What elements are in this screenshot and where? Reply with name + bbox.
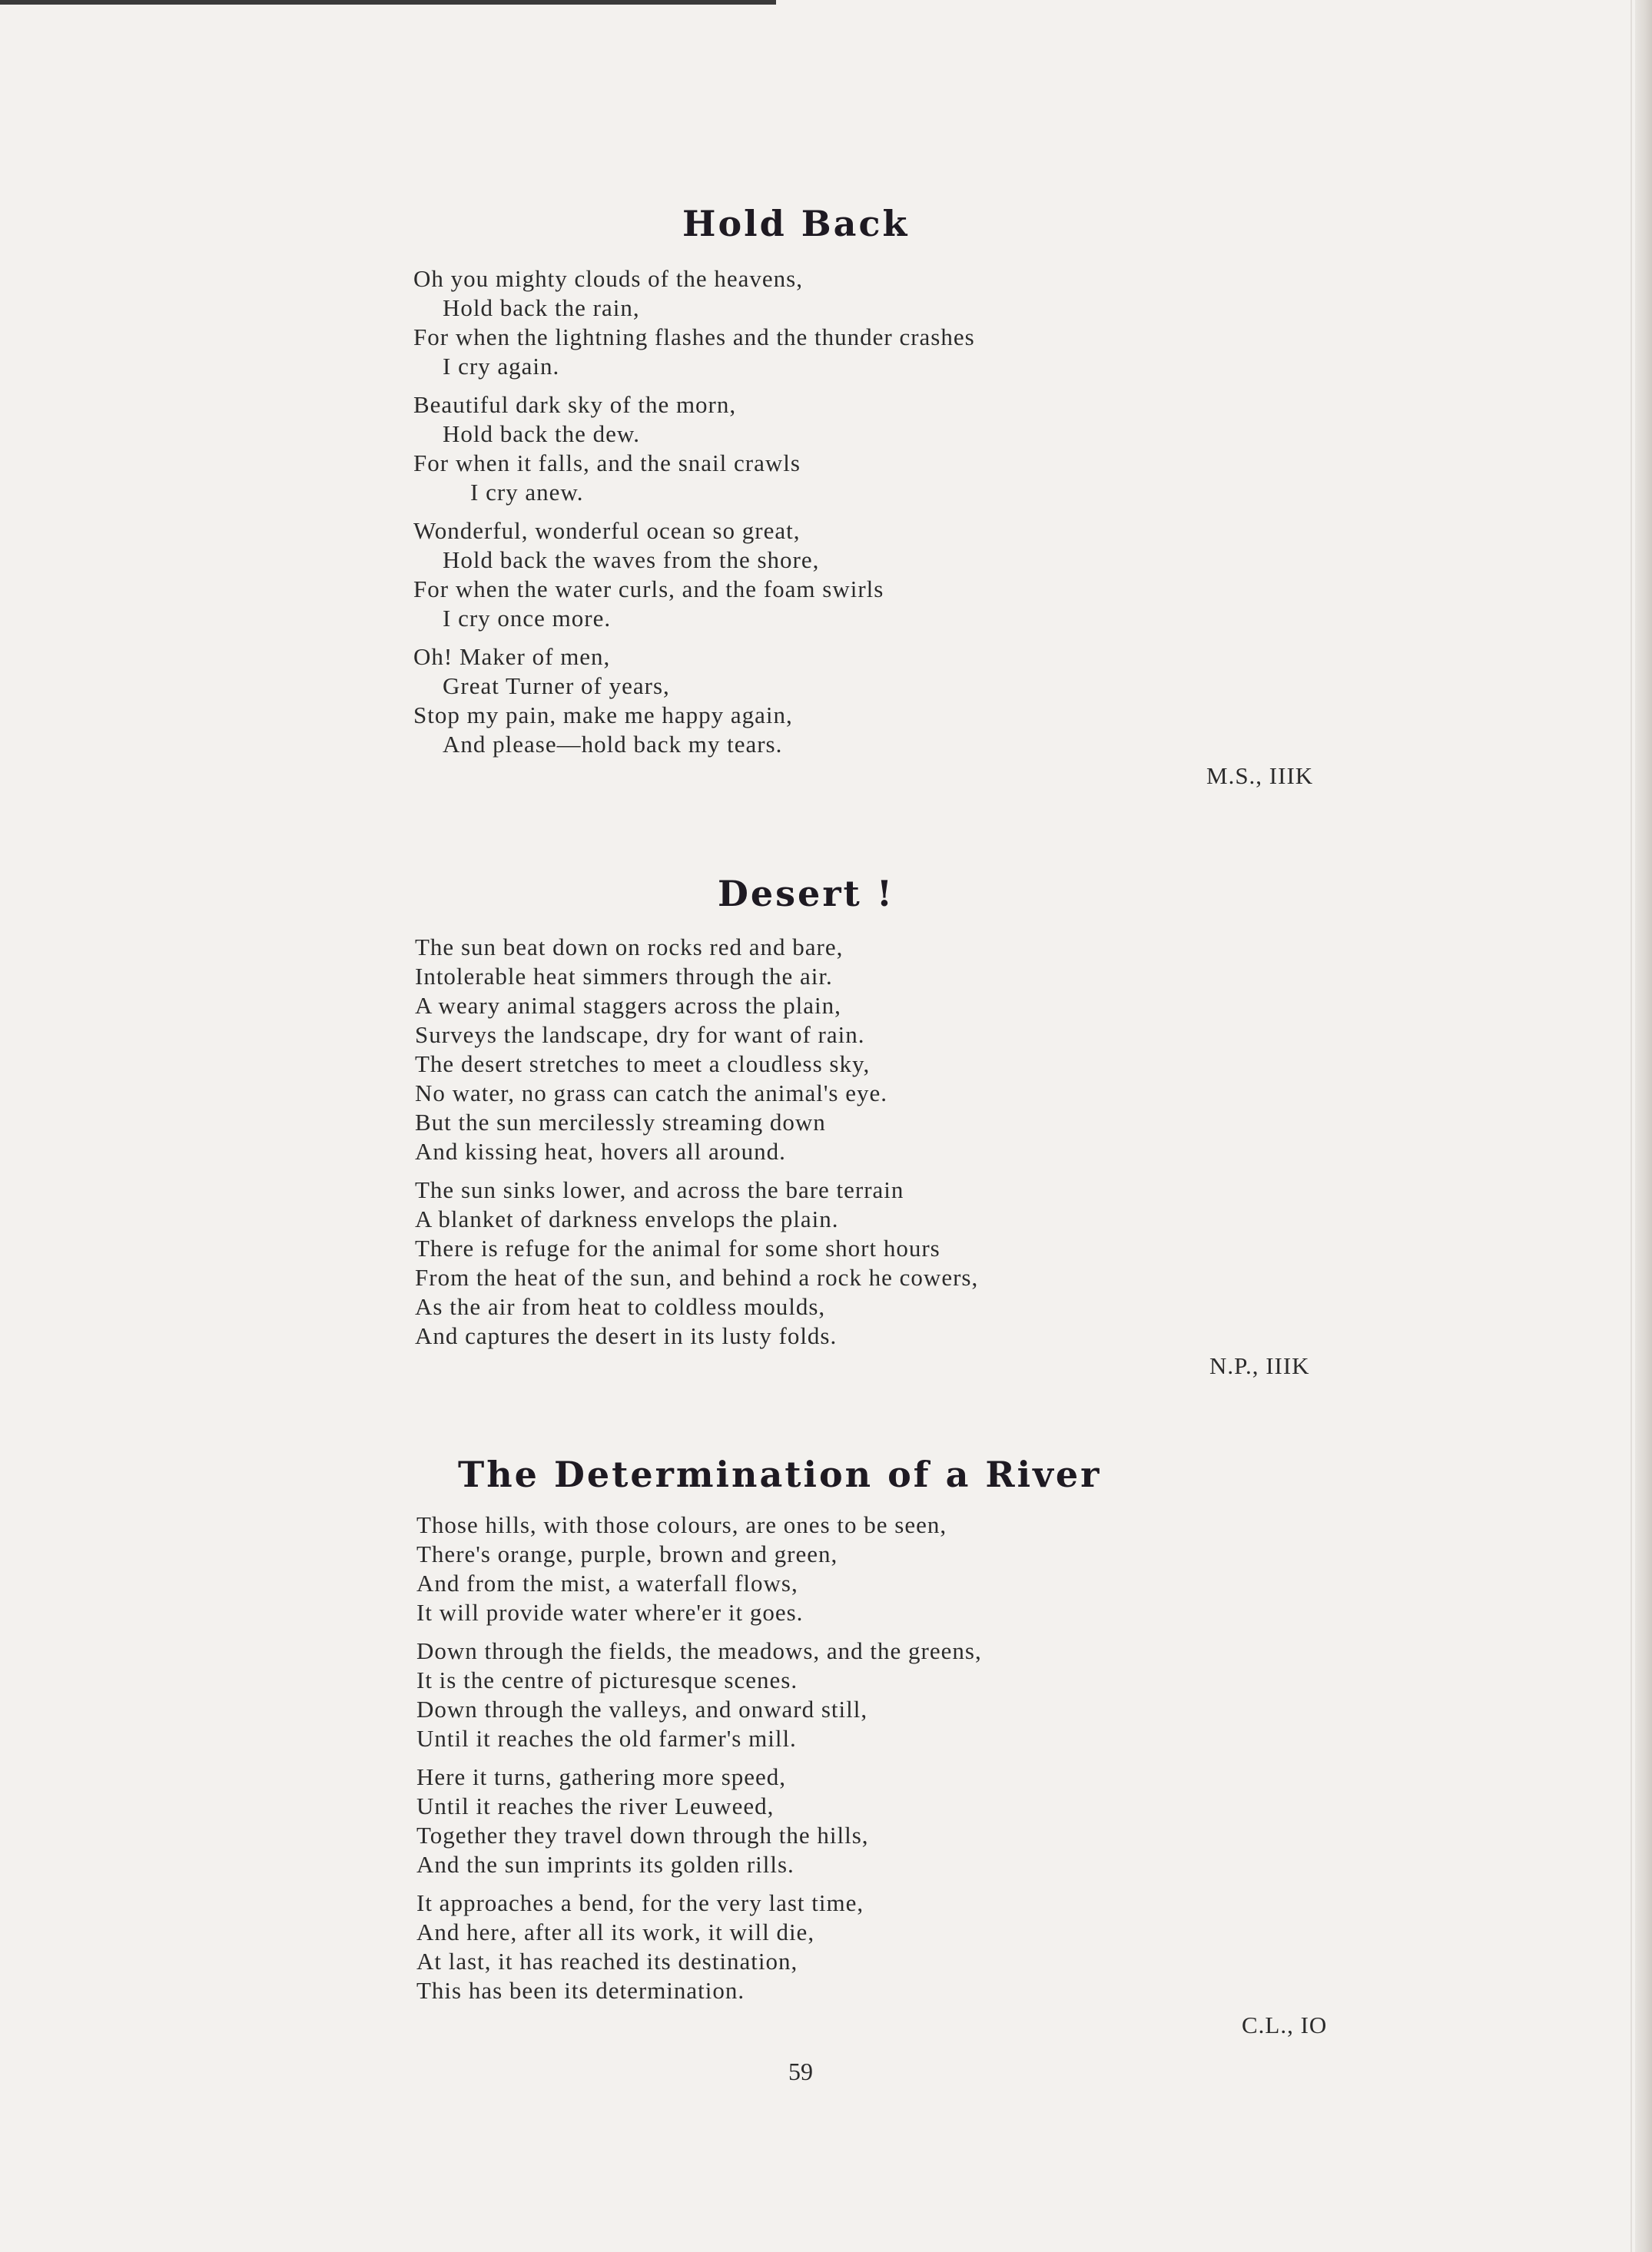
poem-line: Together they travel down through the hills,: [416, 1822, 869, 1849]
stanza: [413, 390, 975, 507]
poem-line: Beautiful dark sky of the morn,: [413, 391, 737, 418]
poem-line: Those hills, with those colours, are ones to be seen,: [416, 1511, 947, 1538]
poem-line: Surveys the landscape, dry for want of rain.: [415, 1021, 865, 1048]
poem-line: As the air from heat to coldless moulds,: [415, 1293, 826, 1320]
poem-line: And kissing heat, hovers all around.: [415, 1138, 786, 1165]
poem-line: It will provide water where'er it goes.: [416, 1599, 804, 1626]
page-number: 59: [788, 2058, 813, 2085]
poem-line: And here, after all its work, it will die,: [416, 1919, 815, 1945]
poem-line: And please—hold back my tears.: [443, 731, 783, 758]
poem-line: Stop my pain, make me happy again,: [413, 701, 793, 728]
poem-line: And from the mist, a waterfall flows,: [416, 1570, 798, 1597]
page-top-edge: [0, 0, 776, 5]
poem-line: Oh you mighty clouds of the heavens,: [413, 265, 803, 292]
poem-desert: [415, 933, 978, 1360]
poem-line: The sun beat down on rocks red and bare,: [415, 934, 844, 960]
poem-hold-back: [413, 264, 975, 768]
poem-author-signature: C.L., IO: [1242, 2012, 1328, 2038]
stanza: [416, 1889, 982, 2005]
poem-title-determination-of-a-river: The Determination of a River: [458, 1454, 1102, 1495]
poem-line: Hold back the dew.: [443, 420, 641, 447]
poem-line: And the sun imprints its golden rills.: [416, 1851, 794, 1878]
poem-line: It approaches a bend, for the very last time,: [416, 1889, 864, 1916]
poem-line: I cry once more.: [443, 605, 612, 632]
stanza: [413, 516, 975, 633]
poem-determination-of-a-river: [416, 1511, 982, 2015]
stanza: [416, 1511, 982, 1627]
poem-line: There's orange, purple, brown and green,: [416, 1541, 838, 1567]
stanza: [416, 1637, 982, 1753]
poem-author-signature: M.S., IIIK: [1206, 762, 1314, 789]
poem-line: I cry again.: [443, 353, 560, 380]
poem-line: But the sun mercilessly streaming down: [415, 1109, 826, 1136]
stanza: [416, 1763, 982, 1879]
poem-line: Wonderful, wonderful ocean so great,: [413, 517, 801, 544]
stanza: [413, 264, 975, 381]
poem-line: Here it turns, gathering more speed,: [416, 1763, 787, 1790]
poem-line: At last, it has reached its destination,: [416, 1948, 798, 1975]
poem-line: Hold back the waves from the shore,: [443, 546, 820, 573]
poem-line: For when the lightning flashes and the thunder crashes: [413, 323, 975, 350]
poem-line: No water, no grass can catch the animal's eye.: [415, 1080, 888, 1106]
poem-line: For when it falls, and the snail crawls: [413, 449, 801, 476]
poem-title-hold-back: Hold Back: [682, 203, 910, 244]
poem-line: Oh! Maker of men,: [413, 643, 611, 670]
poem-line: It is the centre of picturesque scenes.: [416, 1667, 798, 1693]
poem-line: A blanket of darkness envelops the plain.: [415, 1206, 839, 1232]
poem-line: The sun sinks lower, and across the bare terrain: [415, 1176, 904, 1203]
stanza: [413, 642, 975, 759]
poem-line: For when the water curls, and the foam swirls: [413, 575, 884, 602]
poem-line: And captures the desert in its lusty folds.: [415, 1322, 838, 1349]
stanza: [415, 1176, 978, 1351]
poem-line: Intolerable heat simmers through the air.: [415, 963, 833, 990]
poem-line: From the heat of the sun, and behind a rock he cowers,: [415, 1264, 979, 1291]
poem-line: Until it reaches the river Leuweed,: [416, 1793, 775, 1819]
poem-line: Down through the valleys, and onward still,: [416, 1696, 868, 1723]
poem-line: Great Turner of years,: [443, 672, 670, 699]
poem-line: A weary animal staggers across the plain,: [415, 992, 841, 1019]
poem-line: Hold back the rain,: [443, 294, 640, 321]
poem-line: I cry anew.: [470, 479, 584, 506]
poem-line: There is refuge for the animal for some short hours: [415, 1235, 940, 1262]
poem-line: Down through the fields, the meadows, and the greens,: [416, 1637, 982, 1664]
page-binding-line: [1630, 0, 1632, 2252]
poem-line: Until it reaches the old farmer's mill.: [416, 1725, 797, 1752]
poem-line: The desert stretches to meet a cloudless sky,: [415, 1050, 871, 1077]
poem-line: This has been its determination.: [416, 1977, 745, 2004]
poem-title-desert: Desert !: [718, 873, 895, 914]
poem-author-signature: N.P., IIIK: [1209, 1352, 1310, 1379]
stanza: [415, 933, 978, 1166]
page-right-edge: [1635, 0, 1652, 2252]
